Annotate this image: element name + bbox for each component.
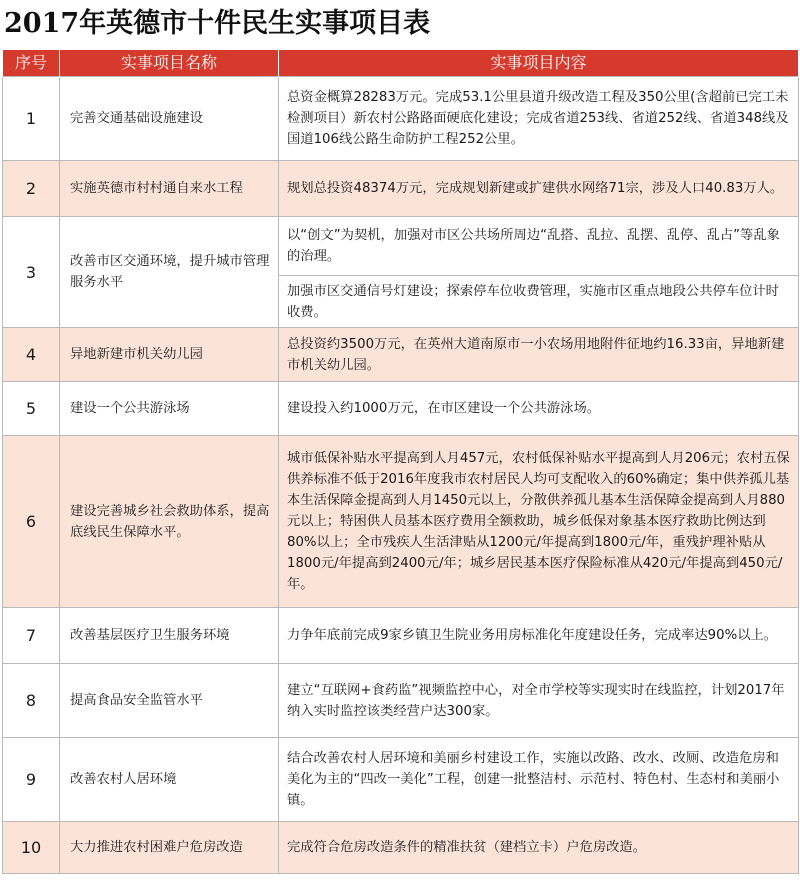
page-title: 2017年英德市十件民生实事项目表 <box>4 8 431 39</box>
projects-table <box>2 50 799 874</box>
table-row <box>3 822 799 874</box>
project-content: 以“创文”为契机，加强对市区公共场所周边“乱搭、乱拉、乱摆、乱停、乱占”等乱象的治理。 <box>279 217 799 276</box>
row-number: 5 <box>3 382 60 436</box>
project-name: 建设完善城乡社会救助体系，提高底线民生保障水平。 <box>60 436 279 608</box>
table-row <box>3 382 799 436</box>
row-number: 3 <box>3 217 60 328</box>
row-number: 1 <box>3 77 60 161</box>
row-number: 4 <box>3 328 60 382</box>
project-name: 提高食品安全监管水平 <box>60 664 279 738</box>
table-row <box>3 608 799 664</box>
project-content: 总资金概算28283万元。完成53.1公里县道升级改造工程及350公里(含超前已完工未检测项目）新农村公路路面硬底化建设；完成省道253线、省道252线、省道348线及国道106线公路生命防护工程252公里。 <box>279 77 799 161</box>
row-number: 7 <box>3 608 60 664</box>
row-number: 2 <box>3 161 60 217</box>
project-name: 改善基层医疗卫生服务环境 <box>60 608 279 664</box>
header-content: 实事项目内容 <box>279 50 799 77</box>
table-row <box>3 738 799 822</box>
row-number: 8 <box>3 664 60 738</box>
table-row <box>3 217 799 276</box>
table-row <box>3 664 799 738</box>
table-row <box>3 77 799 161</box>
project-content: 完成符合危房改造条件的精准扶贫（建档立卡）户危房改造。 <box>279 822 799 874</box>
project-content: 结合改善农村人居环境和美丽乡村建设工作，实施以改路、改水、改厕、改造危房和美化为主的“四改一美化”工程，创建一批整洁村、示范村、特色村、生态村和美丽小镇。 <box>279 738 799 822</box>
row-number: 9 <box>3 738 60 822</box>
project-content: 城市低保补贴水平提高到人月457元，农村低保补贴水平提高到人月206元；农村五保供养标准不低于2016年度我市农村居民人均可支配收入的60%确定；集中供养孤儿基本生活保障金提高到人月1450元以上，分散供养孤儿基本生活保障金提高到人月880元以上；特困供人员基本医疗费用全额救助，城乡低保对象基本医疗救助比例达到80%以上；全市残疾人生活津贴从1200元/年提高到1800元/年，重残护理补贴从1800元/年提高到2400元/年；城乡居民基本医疗保险标准从420元/年提高到450元/年。 <box>279 436 799 608</box>
header-name: 实事项目名称 <box>60 50 279 77</box>
table-row <box>3 436 799 608</box>
project-name: 建设一个公共游泳场 <box>60 382 279 436</box>
header-no: 序号 <box>3 50 60 77</box>
project-content-extra: 加强市区交通信号灯建设；探索停车位收费管理，实施市区重点地段公共停车位计时收费。 <box>279 276 799 328</box>
project-content: 总投资约3500万元，在英州大道南原市一小农场用地附件征地约16.33亩，异地新建市机关幼儿园。 <box>279 328 799 382</box>
project-name: 异地新建市机关幼儿园 <box>60 328 279 382</box>
row-number: 6 <box>3 436 60 608</box>
project-name: 实施英德市村村通自来水工程 <box>60 161 279 217</box>
table-header-row <box>3 50 799 77</box>
project-name: 改善农村人居环境 <box>60 738 279 822</box>
project-content: 建立“互联网+食药监”视频监控中心，对全市学校等实现实时在线监控，计划2017年纳入实时监控该类经营户达300家。 <box>279 664 799 738</box>
project-content: 力争年底前完成9家乡镇卫生院业务用房标准化年度建设任务，完成率达90%以上。 <box>279 608 799 664</box>
project-name: 大力推进农村困难户危房改造 <box>60 822 279 874</box>
project-content: 建设投入约1000万元，在市区建设一个公共游泳场。 <box>279 382 799 436</box>
table-row <box>3 328 799 382</box>
project-content: 规划总投资48374万元，完成规划新建或扩建供水网络71宗，涉及人口40.83万人。 <box>279 161 799 217</box>
project-name: 改善市区交通环境，提升城市管理服务水平 <box>60 217 279 328</box>
project-name: 完善交通基础设施建设 <box>60 77 279 161</box>
table-row <box>3 161 799 217</box>
row-number: 10 <box>3 822 60 874</box>
